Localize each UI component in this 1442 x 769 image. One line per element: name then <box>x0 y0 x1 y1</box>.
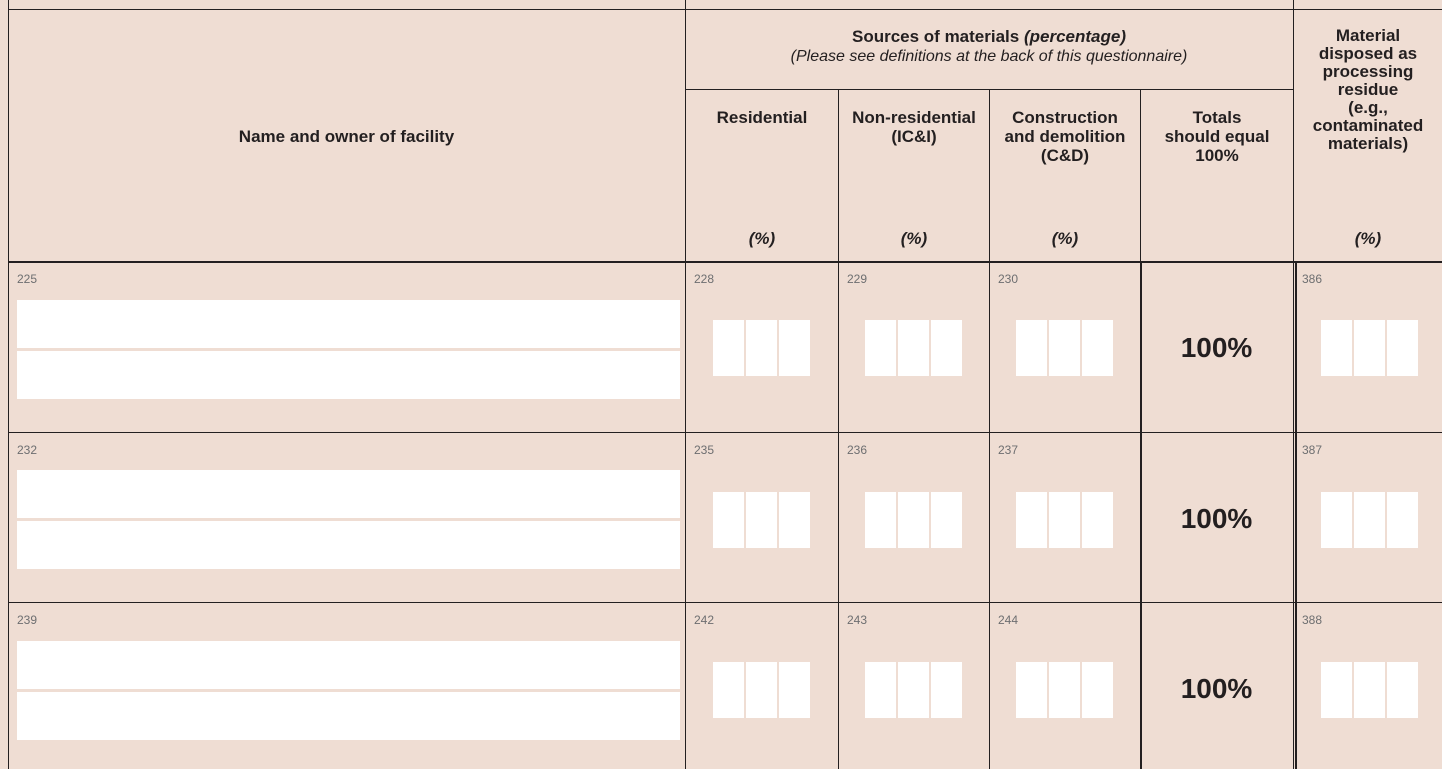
nonres-line-1: Non-residential <box>852 108 976 127</box>
residue-line-5: (e.g., <box>1348 98 1388 117</box>
row-2-name-code: 232 <box>17 443 38 457</box>
residue-line-7: materials) <box>1327 134 1409 153</box>
totals-line-3: 100% <box>1195 146 1239 165</box>
row-3-nonres-digit-3[interactable] <box>931 662 962 718</box>
column-divider <box>838 89 839 769</box>
row-1-residue-digit-2[interactable] <box>1354 320 1385 376</box>
row-1-cnd-digit-2[interactable] <box>1049 320 1080 376</box>
row-1-residue-code: 386 <box>1302 272 1323 286</box>
header-top-line <box>8 9 1442 10</box>
row-3-res-digit-2[interactable] <box>746 662 777 718</box>
row-2-res-digit-2[interactable] <box>746 492 777 548</box>
row-1-nonres-code: 229 <box>847 272 868 286</box>
sources-title-text: Sources of materials <box>851 27 1020 46</box>
sources-subtitle: (Please see definitions at the back of this questionnaire) <box>790 48 1188 65</box>
sources-title-em: (percentage) <box>1023 27 1126 46</box>
row-3-residue-code: 388 <box>1302 613 1323 627</box>
row-1-nonres-digit-3[interactable] <box>931 320 962 376</box>
row-2-res-digit-3[interactable] <box>779 492 810 548</box>
row-2-res-code: 235 <box>694 443 715 457</box>
row-1-res-code: 228 <box>694 272 715 286</box>
name-owner-header: Name and owner of facility <box>238 127 455 146</box>
row-3-residue-digit-3[interactable] <box>1387 662 1418 718</box>
row-1-residue-digit-3[interactable] <box>1387 320 1418 376</box>
row-3-residue-digit-2[interactable] <box>1354 662 1385 718</box>
cnd-line-3: (C&D) <box>1040 146 1090 165</box>
row-1-cnd-code: 230 <box>998 272 1019 286</box>
residue-line-6: contaminated <box>1312 116 1424 135</box>
cnd-line-1: Construction <box>1012 108 1118 127</box>
row-1-facility-name-input[interactable] <box>17 300 680 348</box>
totals-line-2: should equal <box>1164 127 1270 146</box>
row-3-cnd-code: 244 <box>998 613 1019 627</box>
residue-line-3: processing <box>1322 62 1414 81</box>
totals-line-1: Totals <box>1192 108 1242 127</box>
row-1-res-digit-2[interactable] <box>746 320 777 376</box>
cnd-header <box>990 108 1140 165</box>
row-2-residue-digit-2[interactable] <box>1354 492 1385 548</box>
column-divider <box>989 89 990 769</box>
row-2-nonres-digit-1[interactable] <box>865 492 896 548</box>
row-1-cnd-digit-1[interactable] <box>1016 320 1047 376</box>
row-3-name-code: 239 <box>17 613 38 627</box>
row-1-res-digit-3[interactable] <box>779 320 810 376</box>
nonres-line-2: (IC&I) <box>891 127 937 146</box>
residue-line-4: residue <box>1337 80 1399 99</box>
residue-header <box>1294 27 1442 153</box>
row-3-facility-owner-input[interactable] <box>17 692 680 740</box>
row-2-total-value: 100% <box>1180 503 1253 534</box>
nonresidential-header <box>839 108 989 146</box>
row-2-nonres-digit-2[interactable] <box>898 492 929 548</box>
row-3-cnd-digit-3[interactable] <box>1082 662 1113 718</box>
row-2-cnd-code: 237 <box>998 443 1019 457</box>
row-2-cnd-digit-3[interactable] <box>1082 492 1113 548</box>
row-1-facility-owner-input[interactable] <box>17 351 680 399</box>
row-3-facility-name-input[interactable] <box>17 641 680 689</box>
row-2-residue-digit-1[interactable] <box>1321 492 1352 548</box>
left-border <box>8 0 9 769</box>
row-3-total-value: 100% <box>1180 673 1253 704</box>
row-3-res-digit-3[interactable] <box>779 662 810 718</box>
cnd-line-2: and demolition <box>1004 127 1126 146</box>
row-2-res-digit-1[interactable] <box>713 492 744 548</box>
row-2-residue-code: 387 <box>1302 443 1323 457</box>
row-3-nonres-digit-2[interactable] <box>898 662 929 718</box>
row-1-nonres-digit-1[interactable] <box>865 320 896 376</box>
row-3-cnd-digit-2[interactable] <box>1049 662 1080 718</box>
row-2-cnd-digit-1[interactable] <box>1016 492 1047 548</box>
row-1-res-digit-1[interactable] <box>713 320 744 376</box>
row-3-nonres-digit-1[interactable] <box>865 662 896 718</box>
row-1-residue-digit-1[interactable] <box>1321 320 1352 376</box>
row-3-nonres-code: 243 <box>847 613 868 627</box>
residential-header: Residential <box>716 108 808 127</box>
residue-line-1: Material <box>1335 26 1401 45</box>
row-2-residue-digit-3[interactable] <box>1387 492 1418 548</box>
residue-line-2: disposed as <box>1318 44 1418 63</box>
sources-title <box>685 27 1293 46</box>
row-1-nonres-digit-2[interactable] <box>898 320 929 376</box>
row-1-total-value: 100% <box>1180 332 1253 363</box>
row-1-name-code: 225 <box>17 272 38 286</box>
row-1-cnd-digit-3[interactable] <box>1082 320 1113 376</box>
residue-unit: (%) <box>1354 229 1382 248</box>
row-2-facility-name-input[interactable] <box>17 470 680 518</box>
subheader-line <box>685 89 1293 90</box>
row-3-residue-digit-1[interactable] <box>1321 662 1352 718</box>
row-3-res-digit-1[interactable] <box>713 662 744 718</box>
row-3-res-code: 242 <box>694 613 715 627</box>
row-2-facility-owner-input[interactable] <box>17 521 680 569</box>
cnd-unit: (%) <box>1051 229 1079 248</box>
row-2-cnd-digit-2[interactable] <box>1049 492 1080 548</box>
residential-unit: (%) <box>748 229 776 248</box>
totals-header <box>1141 108 1293 165</box>
row-2-nonres-digit-3[interactable] <box>931 492 962 548</box>
row-3-cnd-digit-1[interactable] <box>1016 662 1047 718</box>
nonresidential-unit: (%) <box>900 229 928 248</box>
row-2-nonres-code: 236 <box>847 443 868 457</box>
